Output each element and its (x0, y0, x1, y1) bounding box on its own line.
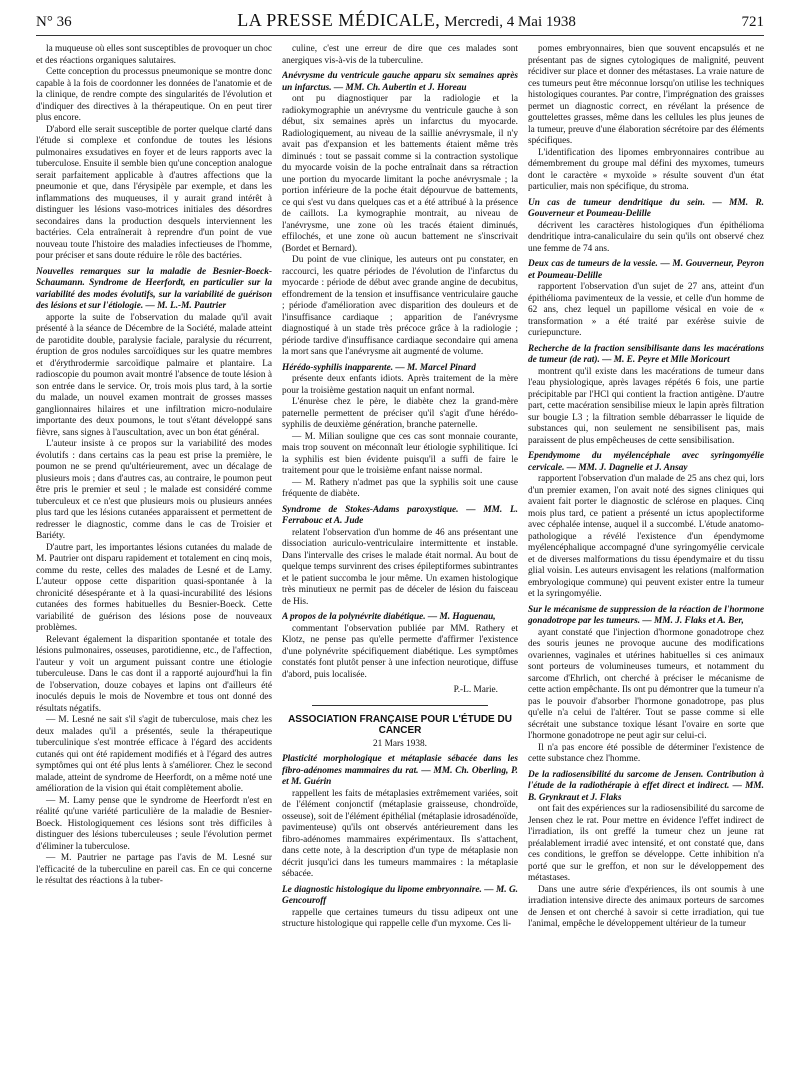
paragraph: culine, c'est une erreur de dire que ces malades sont anergiques vis-à-vis de la tuberculine. (282, 44, 518, 66)
section-heading: ASSOCIATION FRANÇAISE POUR L'ÉTUDE DU CANCER (288, 713, 512, 736)
paragraph: L'identification des lipomes embryonnaires contribue au démembrement du groupe mal défini des myxomes, tumeurs dont le caractère « myxoïde » résulte souvent d'un état particulier, mais non spécifique, du stroma. (528, 147, 764, 192)
article-title: Plasticité morphologique et métaplasie sébacée dans les fibro-adénomes mammaires du rat. — MM. Ch. Oberling, P. et M. Guérin (282, 754, 518, 787)
paragraph: pomes embryonnaires, bien que souvent encapsulés et ne présentant pas de signes cytologiques de malignité, peuvent récidiver sur place et donner des métastases. La vraie nature de ces tumeurs peut être méconnue lorsqu'on utilise les techniques histologiques courantes. Par contre, l'imprégnation des graisses permet un diagnostic correct, en révélant la présence de gouttelettes grasses, même dans les cellules les plus jeunes de la tumeur, preuve d'une élaboration sécrétoire par des éléments spécifiques. (528, 44, 764, 146)
article-title: A propos de la polynévrite diabétique. — M. Haguenau, (282, 612, 496, 622)
page-header (36, 10, 764, 36)
paragraph: apporte la suite de l'observation du malade qu'il avait présenté à la séance de Décembre de la Société, malade atteint de parotidite double, paralysie faciale, paralysie du récurrent, éruption de gros nodules sarcoïdiques sur les quatre membres et d'érythrodermie sarcoïdique palmaire et plantaire. La radioscopie du poumon avait montré l'absence de toute lésion à son entrée dans le service. Or, trois mois plus tard, à la sortie du malade, un nouvel examen montrait de grosses masses ganglionnaires hilaires et une infiltration micro-nodulaire importante des deux poumons, le tout s'étant développé sans fièvre, sans signes à l'auscultation, avec un bon état général. (36, 312, 272, 438)
paragraph: rappelle que certaines tumeurs du tissu adipeux ont une structure histologique qui rappelle celle d'un myxome. Ces li- (282, 907, 518, 929)
column-2 (282, 44, 518, 1074)
paragraph: ont pu diagnostiquer par la radiologie et la radiokymographie un anévrysme du ventricule gauche à son début, six semaines après un infarctus du myocarde. Radiologiquement, au niveau de la saillie anévrysmale, il n'y avait pas d'expansion et les battements étaient même très diminués : tout se passait comme si la contraction systolique du myocarde voisin de la poche entraînait dans sa rétraction une portion du myocarde limitant la poche anévrysmale ; la portion inférieure de la poche était dépourvue de battements, ce qui s'est vu dans quelques cas et a été attribué à la présence de caillots. La kymographie montrait, au niveau de l'anévrysme, une zone où les tracés étaient diminués, effilochés, et une zone où aucun battement ne s'inscrivait (Bordet et Bernard). (282, 94, 518, 254)
paragraph: Il n'a pas encore été possible de déterminer l'existence de cette substance chez l'homme. (528, 742, 764, 764)
article-title: Hérédo-syphilis inapparente. — M. Marcel Pinard (282, 362, 476, 373)
paragraph: présente deux enfants idiots. Après traitement de la mère pour la troisième gestation naquit un enfant normal. (282, 374, 518, 396)
paragraph: décrivent les caractères histologiques d'un épithélioma dendritique intra-canaliculaire du sein qu'ils ont observé chez une femme de 74 ans. (528, 220, 764, 254)
article-title: Deux cas de tumeurs de la vessie. — M. Gouverneur, Peyron et Poumeau-Delille (528, 259, 764, 281)
article-title: Un cas de tumeur dendritique du sein. — MM. R. Gouverneur et Poumeau-Delille (528, 197, 764, 219)
section-date: 21 Mars 1938. (373, 738, 427, 749)
paragraph: L'auteur insiste à ce propos sur la variabilité des modes évolutifs : dans certains cas la peau est prise la première, le poumon ne se prend qu'ultérieurement, avec un décalage de plusieurs mois ; dans d'autres cas, au contraire, le poumon peut être pris le premier et seul ; le malade est considéré comme tuberculeux et ce n'est que plusieurs mois ou plusieurs années plus tard que les lésions cutanées apparaissent et permettent de redresser le diagnostic, comme dans le cas de Troisier et Bariéty. (36, 439, 272, 541)
paragraph: rapportent l'observation d'un sujet de 27 ans, atteint d'un épithélioma pavimenteux de la vessie, et celle d'un homme de 62 ans, chez lequel un papillome vésical en voie de « transformation » a été traité par exérèse suivie de curiepuncture. (528, 282, 764, 338)
paragraph: Relevant également la disparition spontanée et totale des lésions pulmonaires, osseuses, parotidienne, etc., de l'affection, l'auteur y voit un argument puissant contre une étiologie tuberculeuse. Dans le cas dont il a rapporté aujourd'hui la fin de l'observation, douze cobayes et lapins ont d'ailleurs été inoculés depuis le mois de Novembre et tous ont donné des résultats négatifs. (36, 634, 272, 714)
paragraph: — M. Lesné ne sait s'il s'agit de tuberculose, mais chez les deux malades qu'il a présentés, seule la thérapeutique tuberculinique s'est montrée efficace à l'égard des accidents cutanés qui ont été rapidement modifiés et à l'égard des autres symptômes qui ont été plus lents à s'améliorer. Chez le second malade, atteint de syndrome de Heerfordt, on a même noté une amélioration de la vision qui était complètement abolie. (36, 715, 272, 794)
text-columns (36, 44, 764, 1074)
article-title: Ependymome du myélencéphale avec syringomyélie cervicale. — MM. J. Dagnelie et J. Ansay (528, 451, 764, 473)
paragraph: commentant l'observation publiée par MM. Rathery et Klotz, ne pense pas qu'elle permette d'affirmer l'existence d'une polynévrite spécifiquement diabétique. Les symptômes constatés font plutôt penser à une infection neurotique, diffuse d'abord, puis localisée. (282, 623, 518, 680)
journal-title: LA PRESSE MÉDICALE, (237, 10, 441, 30)
paragraph: Cette conception du processus pneumonique se montre donc capable à la fois de coordonner les données de l'anatomie et de la clinique, de rendre compte des singularités de l'évolution et d'indiquer des directives à la thérapeutique. On en peut tirer plus encore. (36, 67, 272, 123)
paragraph: D'autre part, les importantes lésions cutanées du malade de M. Pautrier ont disparu rapidement et totalement en cinq mois, comme du reste, celles des malades de Lesné et de Lamy. L'auteur oppose cette disparition quasi-spontanée à la chronicité désespérante et à la quasi-incurabilité des lésions cutanées des formes habituelles du Besnier-Boeck. Cette variabilité de guérison des lésions pose de nouveaux problèmes. (36, 542, 272, 633)
page-number: N° 36 (36, 14, 72, 30)
paragraph: ayant constaté que l'injection d'hormone gonadotrope chez des souris jeunes ne provoque aucune des modifications ovariennes, vaginales et utérines habituelles si ces animaux sont porteurs de volumineuses tumeurs, et notamment du sarcome d'Ehrlich, ont cherché à préciser le mécanisme de cette action empêchante. Ils ont pu démontrer que la tumeur n'a pas le pouvoir d'absorber l'hormone gonadotrope, pas plus qu'elle n'a celui de l'altérer. Tout se passe comme si elle sécrétait une substance toxique lésant l'ovaire en sorte que l'hormone gonadotrope ne peut agir sur celui-ci. (528, 627, 764, 741)
paragraph: Dans une autre série d'expériences, ils ont soumis à une irradiation intensive directe des animaux porteurs de sarcomes de Jensen et ont cherché à savoir si cette irradiation, qui tue l'animal, empêche le développement ultérieur de la tumeur (528, 884, 764, 929)
paragraph: ont fait des expériences sur la radiosensibilité du sarcome de Jensen chez le rat. Pour mettre en évidence l'effet indirect de l'irradiation, ils ont greffé la tumeur chez un jeune rat préalablement irradié avec intensité, et ont constaté que, dans ces conditions, le greffon se développe. Cette inhibition n'a porté que sur le greffon, et non sur le développement des métastases. (528, 804, 764, 883)
article-title: Syndrome de Stokes-Adams paroxystique. — MM. L. Ferrabouc et A. Jude (282, 504, 518, 526)
column-3 (528, 44, 764, 1074)
paragraph: rapportent l'observation d'un malade de 25 ans chez qui, lors d'un premier examen, l'on avait noté des signes cliniques qui avaient fait porter le diagnostic de sclérose en plaques. Cinq mois plus tard, ce patient a présenté un ictus apoplectiforme avec céphalée intense, auquel il a succombé. L'étude anatomo-pathologique a révélé l'existence d'un épendymome myélencéphalique accompagné d'une syringomyélie cervicale et de diverses malformations du tissu épendymaire et du tissu glial voisin. Les auteurs envisagent les relations (malformation embryologique commune) qui peuvent exister entre la tumeur et la syringomyélie. (528, 474, 764, 599)
paragraph: — M. Lamy pense que le syndrome de Heerfordt n'est en réalité qu'une variété particulière de la maladie de Besnier-Boeck. Histologiquement ces lésions sont très difficiles à distinguer des lésions tuberculeuses ; seule l'évolution permet d'éliminer la tuberculose. (36, 795, 272, 852)
article-title: Le diagnostic histologique du lipome embryonnaire. — M. G. Gencouroff (282, 884, 518, 906)
author-signature: P.-L. Marie. (453, 685, 498, 695)
page-number-right: 721 (741, 14, 764, 30)
section-divider (312, 705, 488, 706)
paragraph: Du point de vue clinique, les auteurs ont pu constater, en raccourci, les quatre périodes de l'évolution de l'infarctus du myocarde : période de début avec grande angine de decubitus, effondrement de la tension et insuffisance ventriculaire gauche ; période d'amélioration avec disparition des douleurs et de l'insuffisance cardiaque ; apparition de l'anévrysme diagnostiqué à un stade très précoce grâce à la radiologie ; période tardive d'insuffisance cardiaque secondaire qui amena la mort sans que l'anévrysme ait augmenté de volume. (282, 255, 518, 357)
paragraph: la muqueuse où elles sont susceptibles de provoquer un choc et des réactions organiques salutaires. (36, 44, 272, 66)
paragraph: — M. Rathery n'admet pas que la syphilis soit une cause fréquente de diabète. (282, 477, 518, 499)
paragraph: — M. Milian souligne que ces cas sont monnaie courante, mais trop souvent on méconnaît leur étiologie syphilitique. Ici la syphilis est bien évidente puisqu'il a suffi de faire le traitement pour que le troisième enfant naisse normal. (282, 431, 518, 476)
column-1 (36, 44, 272, 1074)
article-title: Sur le mécanisme de suppression de la réaction de l'hormone gonadotrope par les tumeurs. — MM. J. Flaks et A. Ber, (528, 604, 764, 626)
paragraph: — M. Pautrier ne partage pas l'avis de M. Lesné sur l'efficacité de la tuberculine en pareil cas. En ce qui concerne le résultat des réactions à la tuber- (36, 853, 272, 886)
issue-date: Mercredi, 4 Mai 1938 (444, 14, 576, 30)
paragraph: rappellent les faits de métaplasies extrêmement variées, soit de l'élément conjonctif (métaplasie graisseuse, chondroïde, osseuse), soit de l'élément épithélial (métaplasie idrosadénoïde, pavimenteuse) qu'ils ont observés antérieurement dans les fibro-adénomes mammaires expérimentaux. Ils s'attachent, dans cette note, à la description d'un type de métaplasie non décrit jusqu'ici dans les tumeurs mammaires : la métaplasie sébacée. (282, 788, 518, 879)
article-title: De la radiosensibilité du sarcome de Jensen. Contribution à l'étude de la radiothérapie à effet direct et indirect. — MM. B. Grynkraut et J. Flaks (528, 769, 764, 803)
article-title: Nouvelles remarques sur la maladie de Besnier-Boeck-Schaumann. Syndrome de Heerfordt, en particulier sur la variabilité des modes évolutifs, sur la variabilité de guérison des lésions et sur l'étiologie. — M. L.-M. Pautrier (36, 266, 272, 311)
paragraph: relatent l'observation d'un homme de 46 ans présentant une dissociation auriculo-ventriculaire intermittente et instable. Dans l'intervalle des crises le malade était normal. Au bout de quelque temps survinrent des crises épileptiformes subintrantes et le patient succomba le jour même. Un examen histologique très minutieux ne permit pas de déceler de lésion du faisceau de His. (282, 527, 518, 607)
article-title: Recherche de la fraction sensibilisante dans les macérations de tumeur (de rat). — M. E. Peyre et Mlle Moricourt (528, 343, 764, 365)
paragraph: montrent qu'il existe dans les macérations de tumeur dans l'eau physiologique, après lavages répétés 6 fois, une partie précipitable par l'HCl qui contient la fraction antigène. D'autre part, cette macération sensibilise mieux le lapin après filtration sur bougie L3 ; la filtration semble débarrasser le liquide de substances qui, non seulement ne sensibilisent pas, mais paraissent de plus empêcheuses de cette sensibilisation. (528, 366, 764, 446)
paragraph: D'abord elle serait susceptible de porter quelque clarté dans l'étude si complexe et confondue de toutes les lésions pulmonaires exsudatives en foyer et de leurs rapports avec la tuberculose. Ensuite il semble bien qu'une conception analogue serait parfaitement applicable à d'autres affections que la pneumonie et que, dans l'érysipèle par exemple, et dans les inflammations des muqueuses, il y aurait grand intérêt à distinguer les lésions vaso-motrices initiales des désordres secondaires dans la production desquels interviennent les bactéries. Cela entraînerait à reprendre d'un point de vue nouveau toute l'histoire des maladies infectieuses de l'homme, pour préciser et sans doute réduire le rôle des bactéries. (36, 124, 272, 261)
article-title: Anévrysme du ventricule gauche apparu six semaines après un infarctus. — MM. Ch. Aubertin et J. Horeau (282, 71, 518, 93)
paragraph: L'énurèse chez le père, le diabète chez la grand-mère paternelle permettent de préciser qu'il s'agit d'une hérédo-syphilis de deuxième génération, branche paternelle. (282, 397, 518, 430)
